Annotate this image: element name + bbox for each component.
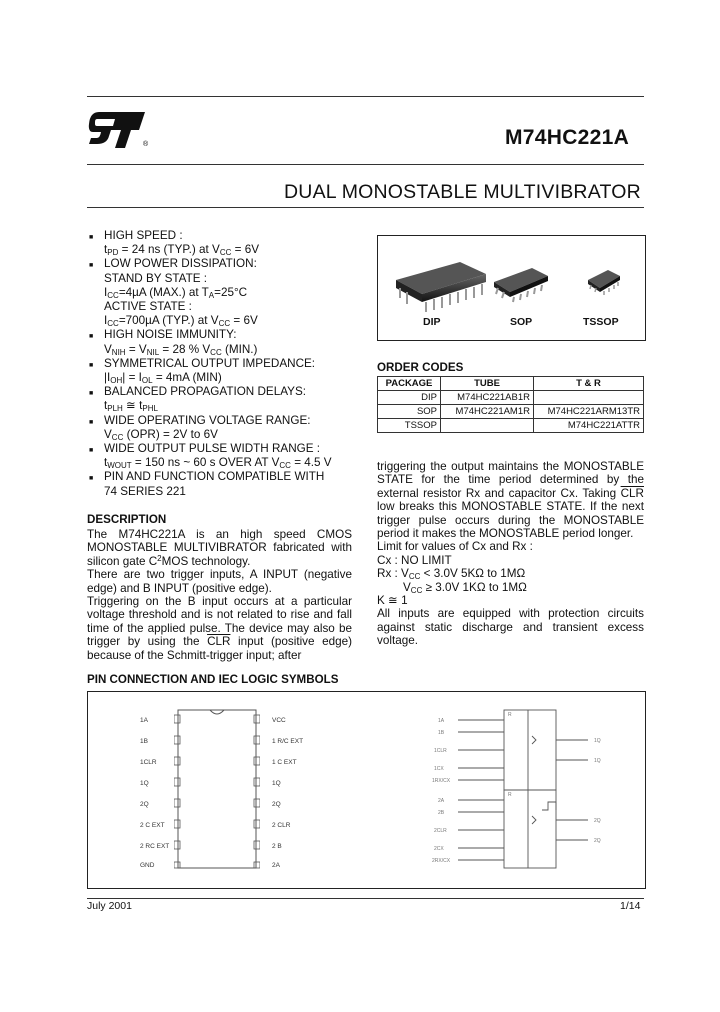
top-rule <box>87 96 644 97</box>
table-row: TSSOP M74HC221ATTR <box>378 419 644 433</box>
part-number: M74HC221A <box>505 126 630 149</box>
feature-item: ■ BALANCED PROPAGATION DELAYS: <box>89 385 306 399</box>
svg-text:2Q: 2Q <box>594 838 601 844</box>
col-header: PACKAGE <box>378 377 441 391</box>
rx-limit: Rx : $V_{CC} < 3.0V$ 5KΩ to 1MΩ <box>377 567 526 582</box>
feature-detail: $t_{PLH}$ ≅ $t_{PHL}$ <box>104 399 158 414</box>
svg-text:®: ® <box>143 141 149 148</box>
svg-text:R: R <box>508 792 512 798</box>
feature-detail: STAND BY STATE : <box>104 271 208 285</box>
svg-text:2B: 2B <box>438 810 445 816</box>
svg-text:R: R <box>508 712 512 718</box>
feature-text: HIGH SPEED : <box>104 229 183 242</box>
pin-label: 2 C EXT <box>140 822 165 829</box>
cx-limit: Cx : NO LIMIT <box>377 553 452 567</box>
pin-label: 2Q <box>140 801 149 808</box>
description-paragraph: The M74HC221A is an high speed CMOS MONOSTABLE MULTIVIBRATOR fabricated with silicon gate $C^2MOS$ technology. <box>87 528 352 568</box>
pin-label: 1CLR <box>140 759 157 766</box>
sop-package-image <box>490 264 552 304</box>
svg-text:2Q: 2Q <box>594 818 601 824</box>
feature-item: ■ HIGH NOISE IMMUNITY: <box>89 328 237 342</box>
limits-intro: Limit for values of Cx and Rx : <box>377 540 533 554</box>
feature-detail: $t_{WOUT} = 150$ ns ~ 60 s OVER AT $V_{CC} = 4.5$ V <box>104 456 332 471</box>
svg-text:1B: 1B <box>438 730 445 736</box>
svg-text:1Q: 1Q <box>594 738 601 744</box>
feature-item: ■ PIN AND FUNCTION COMPATIBLE WITH <box>89 470 325 484</box>
dip-package-image <box>390 258 490 314</box>
title-rule <box>87 207 644 208</box>
feature-item: ■ SYMMETRICAL OUTPUT IMPEDANCE: <box>89 356 316 370</box>
description-paragraph: Triggering on the B input occurs at a particular voltage threshold and is not related to rise and fall time of the applied pulse. The device may also be trigger by using the $\overline{CLR}$ input (positive edge) because of the Schmitt-trigger input; after <box>87 595 353 662</box>
svg-text:2CLR: 2CLR <box>434 828 447 834</box>
table-row: DIP M74HC221AB1R <box>378 391 644 405</box>
tssop-label: TSSOP <box>583 316 619 328</box>
pin-label: 2 CLR <box>272 822 291 829</box>
feature-text: HIGH NOISE IMMUNITY: <box>104 328 237 342</box>
description-heading: DESCRIPTION <box>87 513 167 526</box>
svg-text:1CX: 1CX <box>434 766 444 772</box>
svg-text:2RX/CX: 2RX/CX <box>432 858 451 864</box>
col-header: T & R <box>534 377 644 391</box>
pin-label: 2 RC EXT <box>140 843 170 850</box>
feature-detail: ACTIVE STATE : <box>104 300 192 314</box>
svg-text:2CX: 2CX <box>434 846 444 852</box>
pin-label: 2 B <box>272 843 282 850</box>
svg-text:1RX/CX: 1RX/CX <box>432 778 451 784</box>
feature-text: LOW POWER DISSIPATION: <box>104 257 257 271</box>
feature-detail: $t_{PD} = 24$ ns (TYP.) at $V_{CC} = 6V$ <box>104 243 260 258</box>
pin-label: 1B <box>140 738 148 745</box>
feature-item: ■ LOW POWER DISSIPATION: <box>89 257 257 271</box>
footer-date: July 2001 <box>87 900 132 912</box>
rx-limit: $V_{CC} \ge 3.0V$ 1KΩ to 1MΩ <box>403 580 527 595</box>
iec-logic-symbol <box>428 706 618 882</box>
page-number: 1/14 <box>620 900 641 912</box>
feature-detail: $V_{CC}$ (OPR) = 2V to 6V <box>104 427 218 442</box>
svg-text:1Q: 1Q <box>594 758 601 764</box>
footer-rule <box>87 898 644 899</box>
table-header-row <box>378 377 644 391</box>
feature-item: ■ WIDE OUTPUT PULSE WIDTH RANGE : <box>89 442 321 456</box>
col-header: TUBE <box>441 377 534 391</box>
package-box <box>377 235 646 341</box>
description-paragraph: There are two trigger inputs, A INPUT (negative edge) and B INPUT (positive edge). <box>87 568 352 595</box>
pin-label: GND <box>140 862 155 869</box>
tssop-package-image <box>584 266 624 300</box>
st-logo <box>87 104 151 150</box>
order-codes-heading: ORDER CODES <box>377 361 464 374</box>
document-title: DUAL MONOSTABLE MULTIVIBRATOR <box>284 181 641 203</box>
dip-label: DIP <box>423 316 441 328</box>
feature-text: WIDE OPERATING VOLTAGE RANGE: <box>104 413 311 427</box>
feature-text: PIN AND FUNCTION COMPATIBLE WITH <box>104 470 325 484</box>
pin-connection-diagram <box>174 708 260 874</box>
pin-label: 1Q <box>140 780 149 787</box>
feature-item: ■ WIDE OPERATING VOLTAGE RANGE: <box>89 413 311 427</box>
feature-item: ■ HIGH SPEED : <box>89 229 183 242</box>
feature-detail: 74 SERIES 221 <box>104 484 186 498</box>
feature-text: WIDE OUTPUT PULSE WIDTH RANGE : <box>104 442 321 456</box>
pin-label: 2Q <box>272 801 281 808</box>
feature-detail: $I_{CC}=4\mu A$ (MAX.) at $T_A=25^\circ C$ <box>104 285 248 300</box>
description-left <box>87 528 352 662</box>
pin-diagram-box <box>87 691 646 889</box>
pin-label: 1A <box>140 717 148 724</box>
feature-text: BALANCED PROPAGATION DELAYS: <box>104 385 306 399</box>
order-codes-table <box>377 376 644 433</box>
description-right <box>377 460 644 648</box>
description-paragraph: All inputs are equipped with protection circuits against static discharge and transient excess voltage. <box>377 607 644 648</box>
k-value: K ≅ 1 <box>377 594 408 608</box>
pin-label: 1 R/C EXT <box>272 738 304 745</box>
pin-section-heading: PIN CONNECTION AND IEC LOGIC SYMBOLS <box>87 673 339 686</box>
description-paragraph: triggering the output maintains the MONOSTABLE STATE for the time period determined by the external resistor Rx and capacitor Cx. Taking $\overline{CLR}$ low breaks this MONOSTABLE STATE. If the next trigger pulse occurs during the MONOSTABLE period it makes the MONOSTABLE period longer. <box>377 460 644 541</box>
svg-text:2A: 2A <box>438 798 445 804</box>
pin-label: 2A <box>272 862 280 869</box>
svg-text:1A: 1A <box>438 718 445 724</box>
features-list <box>87 229 367 499</box>
feature-detail: $I_{CC}=700\mu A$ (TYP.) at $V_{CC} = 6V$ <box>104 314 258 329</box>
header-rule <box>87 164 644 165</box>
table-row: SOP M74HC221AM1R M74HC221ARM13TR <box>378 405 644 419</box>
feature-detail: $V_{NIH} = V_{NIL} = 28$ % $V_{CC}$ (MIN.) <box>104 342 258 357</box>
pin-label: 1Q <box>272 780 281 787</box>
pin-label: 1 C EXT <box>272 759 297 766</box>
feature-detail: $|I_{OH}| = I_{OL} = 4mA$ (MIN) <box>104 371 222 386</box>
feature-text: SYMMETRICAL OUTPUT IMPEDANCE: <box>104 356 316 370</box>
svg-text:1CLR: 1CLR <box>434 748 447 754</box>
sop-label: SOP <box>510 316 533 328</box>
pin-label: VCC <box>272 717 286 724</box>
